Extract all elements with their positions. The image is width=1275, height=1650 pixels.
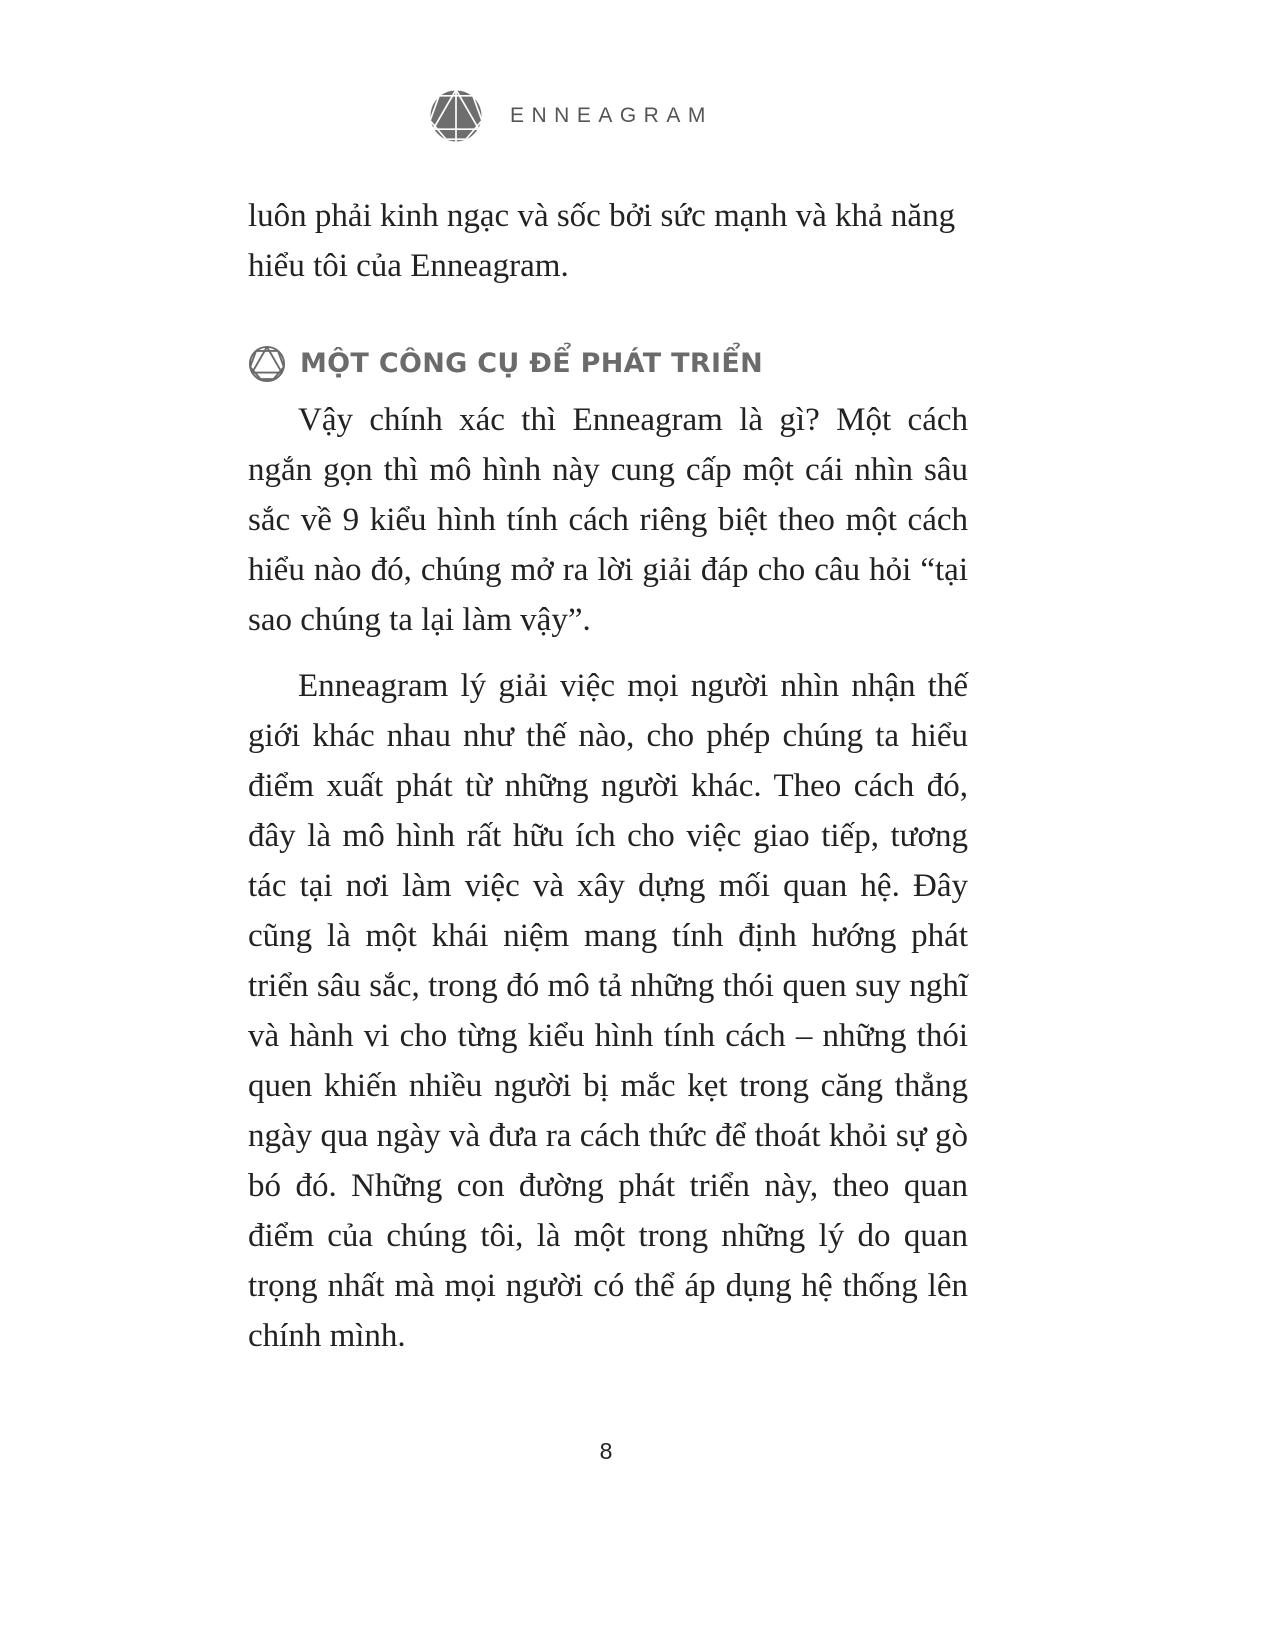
- continuation-paragraph: luôn phải kinh ngạc và sốc bởi sức mạnh và khả năng hiểu tôi của Enneagram.: [248, 198, 956, 284]
- paragraph: Vậy chính xác thì Enneagram là gì? Một cách ngắn gọn thì mô hình này cung cấp một cái nhìn sâu sắc về 9 kiểu hình tính cách riêng biệt theo một cách hiểu nào đó, chúng mở ra lời giải đáp cho câu hỏi “tại sao chúng ta lại làm vậy”.: [248, 402, 968, 638]
- page-number: 8: [599, 1438, 613, 1464]
- section-heading: [248, 339, 968, 389]
- running-header: [428, 88, 713, 144]
- paragraph: Enneagram lý giải việc mọi người nhìn nhận thế giới khác nhau như thế nào, cho phép chúng ta hiểu điểm xuất phát từ những người khác. Theo cách đó, đây là mô hình rất hữu ích cho việc giao tiếp, tương tác tại nơi làm việc và xây dựng mối quan hệ. Đây cũng là một khái niệm mang tính định hướng phát triển sâu sắc, trong đó mô tả những thói quen suy nghĩ và hành vi cho từng kiểu hình tính cách – những thói quen khiến nhiều người bị mắc kẹt trong căng thẳng ngày qua ngày và đưa ra cách thức để thoát khỏi sự gò bó đó. Những con đường phát triển này, theo quan điểm của chúng tôi, là một trong những lý do quan trọng nhất mà mọi người có thể áp dụng hệ thống lên chính mình.: [248, 668, 968, 1354]
- section-title: MỘT CÔNG CỤ ĐỂ PHÁT TRIỂN: [300, 348, 763, 379]
- enneagram-icon: [428, 88, 484, 144]
- page-body: [248, 191, 968, 1361]
- enneagram-outline-icon: [248, 345, 286, 383]
- header-title: ENNEAGRAM: [510, 104, 713, 127]
